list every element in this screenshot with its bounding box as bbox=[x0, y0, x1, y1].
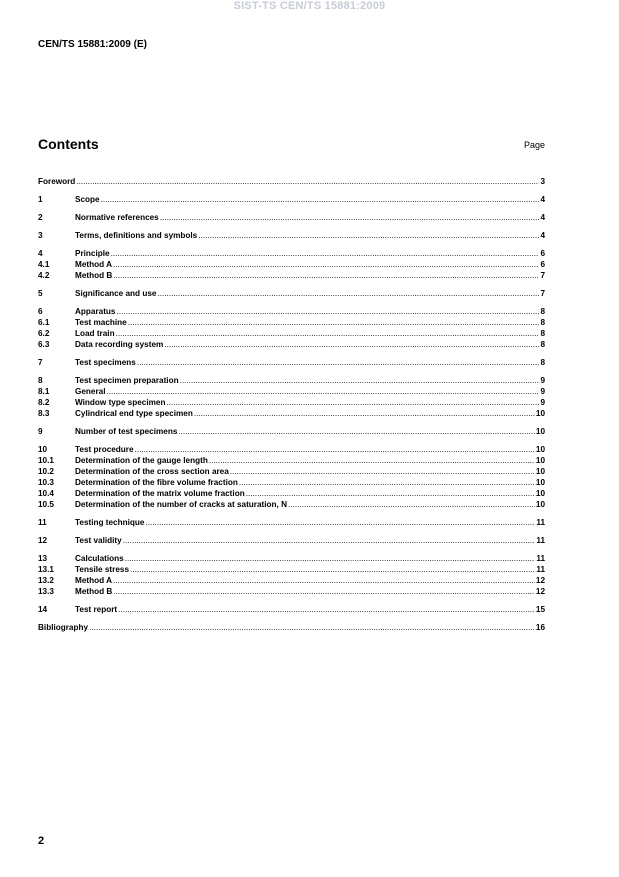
toc-entry[interactable] bbox=[38, 270, 545, 281]
toc-entry-number: 8.3 bbox=[38, 409, 50, 418]
toc-entry[interactable] bbox=[38, 575, 545, 586]
toc-entry-number: 8 bbox=[38, 376, 43, 385]
toc-entry-page: 11 bbox=[536, 565, 545, 574]
toc-dot-leader bbox=[113, 270, 539, 281]
toc-entry[interactable] bbox=[38, 194, 545, 205]
toc-dot-leader bbox=[160, 212, 540, 223]
toc-entry-number: 5 bbox=[38, 289, 43, 298]
toc-entry-number: 10.1 bbox=[38, 456, 54, 465]
toc-entry[interactable] bbox=[38, 248, 545, 259]
toc-entry-page: 10 bbox=[535, 456, 545, 465]
toc-entry[interactable] bbox=[38, 622, 545, 633]
toc-entry-title: Method A bbox=[75, 576, 112, 585]
toc-entry-number: 10 bbox=[38, 445, 48, 454]
toc-entry-page: 8 bbox=[540, 318, 545, 327]
toc-entry-title: Window type specimen bbox=[75, 398, 166, 407]
toc-entry-title: Scope bbox=[75, 195, 100, 204]
toc-entry-page: 9 bbox=[540, 376, 545, 385]
toc-entry-title: Load train bbox=[75, 329, 115, 338]
toc-entry[interactable] bbox=[38, 535, 545, 546]
toc-entry-page: 3 bbox=[540, 177, 545, 186]
toc-entry-number: 14 bbox=[38, 605, 48, 614]
toc-entry-number: 13 bbox=[38, 554, 48, 563]
page-number: 2 bbox=[38, 835, 45, 847]
toc-entry-page: 9 bbox=[540, 398, 545, 407]
toc-dot-leader bbox=[118, 604, 535, 615]
toc-entry-number: 4.2 bbox=[38, 271, 50, 280]
toc-entry-number: 6.3 bbox=[38, 340, 50, 349]
toc-dot-leader bbox=[113, 259, 539, 270]
toc-entry-number: 8.2 bbox=[38, 398, 50, 407]
toc-entry-number: 3 bbox=[38, 231, 43, 240]
toc-dot-leader bbox=[209, 455, 535, 466]
toc-entry-number: 9 bbox=[38, 427, 43, 436]
toc-entry-number: 1 bbox=[38, 195, 43, 204]
toc-entry-title: Apparatus bbox=[75, 307, 116, 316]
toc-entry[interactable] bbox=[38, 586, 545, 597]
toc-entry-title: Determination of the gauge length bbox=[75, 456, 208, 465]
toc-entry[interactable] bbox=[38, 477, 545, 488]
toc-entry-title: Principle bbox=[75, 249, 110, 258]
toc-dot-leader bbox=[111, 248, 540, 259]
toc-entry[interactable] bbox=[38, 397, 545, 408]
toc-dot-leader bbox=[180, 375, 540, 386]
toc-entry[interactable] bbox=[38, 488, 545, 499]
toc-entry[interactable] bbox=[38, 375, 545, 386]
toc-dot-leader bbox=[194, 408, 535, 419]
toc-entry-page: 4 bbox=[540, 213, 545, 222]
toc-entry[interactable] bbox=[38, 212, 545, 223]
toc-entry-number: 6 bbox=[38, 307, 43, 316]
toc-entry-page: 11 bbox=[536, 536, 545, 545]
toc-entry-number: 8.1 bbox=[38, 387, 50, 396]
toc-entry-page: 8 bbox=[540, 307, 545, 316]
table-of-contents bbox=[38, 176, 545, 633]
toc-entry-page: 11 bbox=[536, 518, 545, 527]
toc-entry-page: 10 bbox=[535, 500, 545, 509]
toc-entry-page: 10 bbox=[535, 467, 545, 476]
toc-entry-title: Terms, definitions and symbols bbox=[75, 231, 198, 240]
toc-entry-title: Test specimen preparation bbox=[75, 376, 179, 385]
toc-entry-title: Significance and use bbox=[75, 289, 157, 298]
document-id: CEN/TS 15881:2009 (E) bbox=[38, 39, 147, 50]
toc-dot-leader bbox=[76, 176, 539, 187]
toc-entry[interactable] bbox=[38, 455, 545, 466]
toc-entry[interactable] bbox=[38, 604, 545, 615]
toc-entry-title: Tensile stress bbox=[75, 565, 130, 574]
toc-dot-leader bbox=[130, 564, 535, 575]
toc-entry[interactable] bbox=[38, 357, 545, 368]
toc-entry-number: 6.1 bbox=[38, 318, 50, 327]
toc-dot-leader bbox=[246, 488, 535, 499]
toc-dot-leader bbox=[125, 553, 536, 564]
toc-entry[interactable] bbox=[38, 444, 545, 455]
toc-entry-page: 9 bbox=[540, 387, 545, 396]
toc-entry[interactable] bbox=[38, 499, 545, 510]
toc-entry-page: 4 bbox=[540, 195, 545, 204]
toc-dot-leader bbox=[137, 357, 540, 368]
toc-dot-leader bbox=[157, 288, 539, 299]
toc-entry-title: Cylindrical end type specimen bbox=[75, 409, 193, 418]
toc-entry[interactable] bbox=[38, 230, 545, 241]
toc-entry-page: 7 bbox=[540, 271, 545, 280]
toc-entry-title: Determination of the cross section area bbox=[75, 467, 229, 476]
toc-entry-title: Test procedure bbox=[75, 445, 134, 454]
toc-entry[interactable] bbox=[38, 408, 545, 419]
toc-dot-leader bbox=[135, 444, 535, 455]
toc-entry-number: 11 bbox=[38, 518, 47, 527]
toc-entry-number: 13.1 bbox=[38, 565, 54, 574]
toc-dot-leader bbox=[89, 622, 535, 633]
toc-entry-title: Calculations bbox=[75, 554, 124, 563]
toc-entry-page: 12 bbox=[535, 576, 545, 585]
toc-entry-title: General bbox=[75, 387, 106, 396]
toc-entry-number: 10.5 bbox=[38, 500, 54, 509]
toc-entry-page: 8 bbox=[540, 358, 545, 367]
toc-dot-leader bbox=[101, 194, 540, 205]
toc-entry-page: 8 bbox=[540, 340, 545, 349]
toc-dot-leader bbox=[198, 230, 539, 241]
toc-entry-title: Determination of the matrix volume fraction bbox=[75, 489, 245, 498]
toc-entry-page: 11 bbox=[536, 554, 545, 563]
toc-entry-title: Determination of the number of cracks at saturation, N bbox=[75, 500, 288, 509]
toc-dot-leader bbox=[145, 517, 535, 528]
toc-dot-leader bbox=[113, 586, 535, 597]
toc-entry[interactable] bbox=[38, 517, 545, 528]
toc-entry[interactable] bbox=[38, 564, 545, 575]
page-column-label: Page bbox=[523, 140, 545, 150]
toc-entry-page: 8 bbox=[540, 329, 545, 338]
toc-dot-leader bbox=[123, 535, 536, 546]
toc-entry-number: 10.3 bbox=[38, 478, 54, 487]
toc-entry[interactable] bbox=[38, 553, 545, 564]
toc-entry-page: 7 bbox=[540, 289, 545, 298]
toc-dot-leader bbox=[178, 426, 535, 437]
toc-entry-title: Bibliography bbox=[38, 623, 89, 632]
toc-entry-number: 12 bbox=[38, 536, 48, 545]
toc-dot-leader bbox=[288, 499, 535, 510]
toc-entry-page: 10 bbox=[535, 409, 545, 418]
toc-entry-page: 10 bbox=[535, 445, 545, 454]
toc-entry-title: Testing technique bbox=[75, 518, 145, 527]
toc-dot-leader bbox=[117, 306, 540, 317]
toc-entry-page: 4 bbox=[540, 231, 545, 240]
toc-entry-title: Test specimens bbox=[75, 358, 136, 367]
toc-entry-title: Method B bbox=[75, 587, 113, 596]
toc-entry-title: Method B bbox=[75, 271, 113, 280]
toc-entry-title: Test report bbox=[75, 605, 118, 614]
toc-entry-page: 16 bbox=[535, 623, 545, 632]
toc-entry-page: 10 bbox=[535, 489, 545, 498]
toc-entry[interactable] bbox=[38, 466, 545, 477]
toc-entry[interactable] bbox=[38, 328, 545, 339]
toc-entry-number: 10.2 bbox=[38, 467, 54, 476]
toc-dot-leader bbox=[166, 397, 539, 408]
toc-dot-leader bbox=[239, 477, 535, 488]
toc-entry[interactable] bbox=[38, 176, 545, 187]
toc-entry-title: Data recording system bbox=[75, 340, 164, 349]
toc-entry[interactable] bbox=[38, 339, 545, 350]
toc-entry-page: 6 bbox=[540, 249, 545, 258]
toc-entry[interactable] bbox=[38, 386, 545, 397]
toc-entry[interactable] bbox=[38, 288, 545, 299]
toc-dot-leader bbox=[164, 339, 539, 350]
toc-entry-page: 10 bbox=[535, 427, 545, 436]
toc-entry-number: 2 bbox=[38, 213, 43, 222]
toc-entry-page: 10 bbox=[535, 478, 545, 487]
toc-entry[interactable] bbox=[38, 317, 545, 328]
toc-dot-leader bbox=[230, 466, 535, 477]
contents-heading: Contents bbox=[38, 136, 99, 152]
toc-entry-title: Test machine bbox=[75, 318, 127, 327]
toc-entry[interactable] bbox=[38, 306, 545, 317]
toc-dot-leader bbox=[113, 575, 535, 586]
toc-entry-title: Normative references bbox=[75, 213, 159, 222]
toc-entry-number: 13.3 bbox=[38, 587, 54, 596]
toc-dot-leader bbox=[116, 328, 540, 339]
toc-entry-number: 7 bbox=[38, 358, 43, 367]
toc-entry-number: 13.2 bbox=[38, 576, 54, 585]
toc-entry-title: Determination of the fibre volume fraction bbox=[75, 478, 238, 487]
toc-entry-page: 12 bbox=[535, 587, 545, 596]
toc-entry-number: 6.2 bbox=[38, 329, 50, 338]
watermark: SIST-TS CEN/TS 15881:2009 bbox=[233, 0, 386, 12]
toc-entry-page: 15 bbox=[535, 605, 545, 614]
toc-entry-number: 10.4 bbox=[38, 489, 54, 498]
toc-entry-page: 6 bbox=[540, 260, 545, 269]
toc-entry-title: Number of test specimens bbox=[75, 427, 178, 436]
toc-entry-title: Foreword bbox=[38, 177, 76, 186]
toc-entry[interactable] bbox=[38, 426, 545, 437]
toc-entry[interactable] bbox=[38, 259, 545, 270]
toc-entry-title: Test validity bbox=[75, 536, 122, 545]
toc-entry-number: 4.1 bbox=[38, 260, 50, 269]
toc-dot-leader bbox=[128, 317, 540, 328]
toc-entry-number: 4 bbox=[38, 249, 43, 258]
toc-dot-leader bbox=[107, 386, 540, 397]
toc-entry-title: Method A bbox=[75, 260, 112, 269]
